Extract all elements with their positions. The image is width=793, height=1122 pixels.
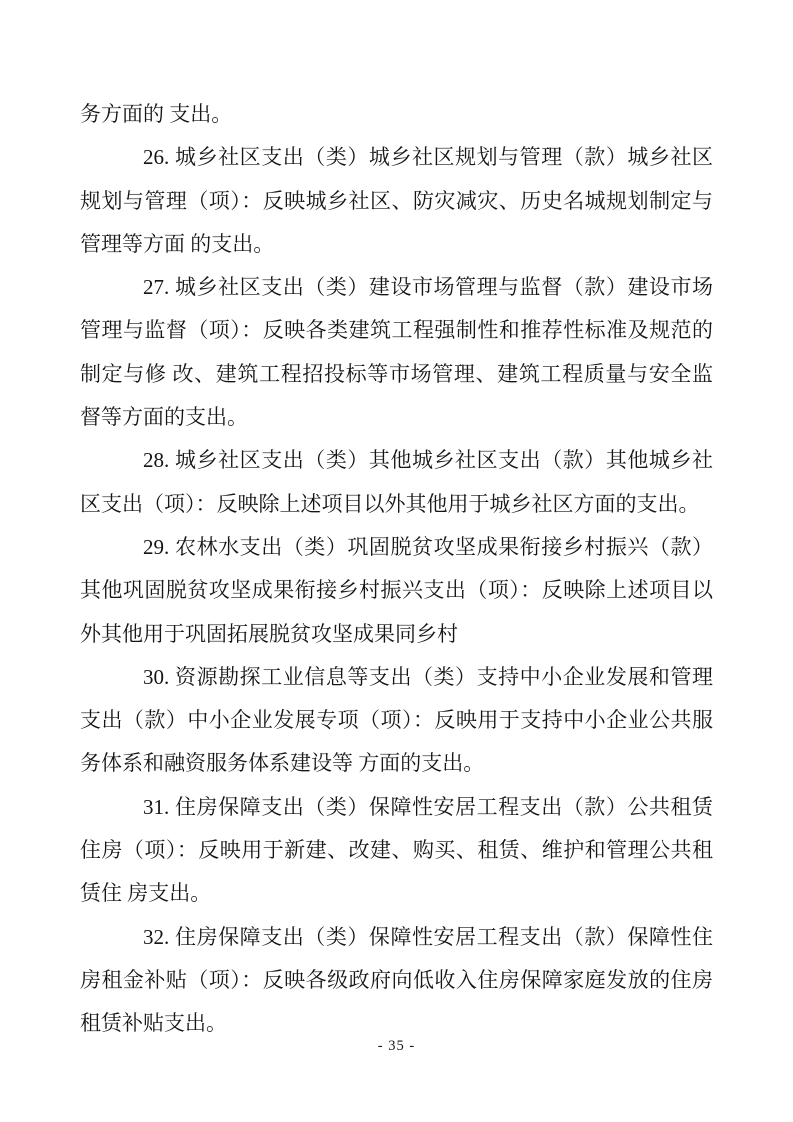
paragraph-item-30: 30. 资源勘探工业信息等支出（类）支持中小企业发展和管理支出（款）中小企业发展专项（项）：反映用于支持中小企业公共服务体系和融资服务体系建设等 方面的支出。 <box>80 664 713 776</box>
paragraph-item-27: 27. 城乡社区支出（类）建设市场管理与监督（款）建设市场管理与监督（项）：反映各类建筑工程强制性和推荐性标准及规范的制定与修 改、建筑工程招投标等市场管理、建筑工程质量与安全监督等方面的支出。 <box>80 275 713 430</box>
paragraph-item-29: 29. 农林水支出（类）巩固脱贫攻坚成果衔接乡村振兴（款）其他巩固脱贫攻坚成果衔接乡村振兴支出（项）：反映除上述项目以外其他用于巩固拓展脱贫攻坚成果同乡村 <box>80 534 713 646</box>
paragraph-item-31: 31. 住房保障支出（类）保障性安居工程支出（款）公共租赁住房（项）：反映用于新建、改建、购买、租赁、维护和管理公共租赁住 房支出。 <box>80 794 713 906</box>
paragraph-continuation: 务方面的 支出。 <box>80 102 233 126</box>
paragraph-item-28: 28. 城乡社区支出（类）其他城乡社区支出（款）其他城乡社区支出（项）：反映除上述项目以外其他用于城乡社区方面的支出。 <box>80 448 713 516</box>
paragraph-item-32: 32. 住房保障支出（类）保障性安居工程支出（款）保障性住房租金补贴（项）：反映各级政府向低收入住房保障家庭发放的住房租赁补贴支出。 <box>80 924 713 1036</box>
paragraph-item-26: 26. 城乡社区支出（类）城乡社区规划与管理（款）城乡社区规划与管理（项）：反映城乡社区、防灾减灾、历史名城规划制定与管理等方面 的支出。 <box>80 145 713 256</box>
page-number: - 35 - <box>377 1038 416 1054</box>
document-body <box>80 93 713 1046</box>
